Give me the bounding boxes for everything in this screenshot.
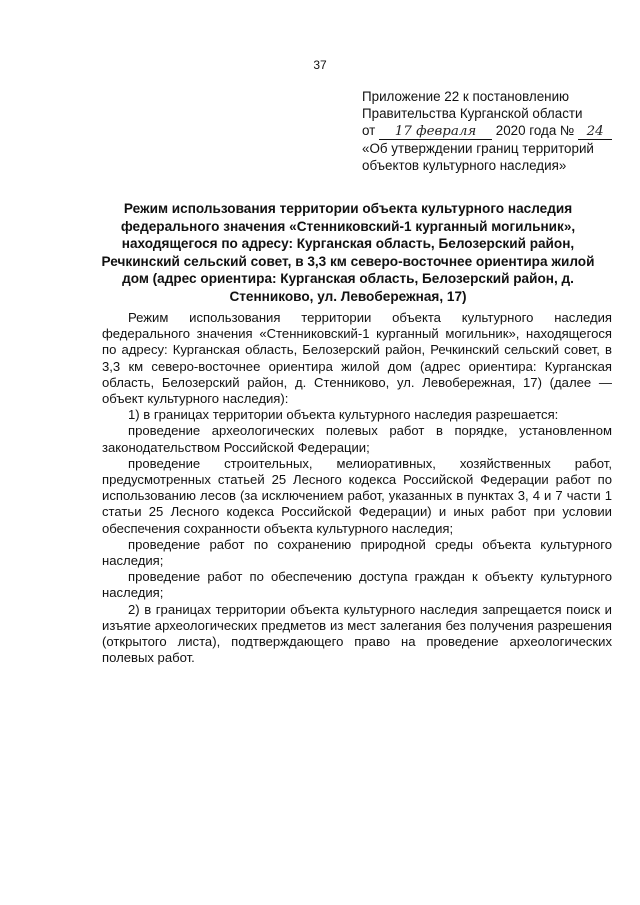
body-paragraph: проведение археологических полевых работ в порядке, установленном законодательством Российской Федерации;	[102, 423, 612, 455]
body-paragraph: проведение работ по сохранению природной среды объекта культурного наследия;	[102, 536, 612, 569]
year-text: 2020 года №	[495, 123, 575, 138]
appendix-line-2: Правительства Курганской области	[362, 106, 583, 121]
appendix-line-4: «Об утверждении границ территорий	[362, 141, 594, 156]
body-paragraph: 1) в границах территории объекта культурного наследия разрешается:	[128, 407, 559, 423]
handwritten-date: 17 февраля	[379, 124, 492, 140]
appendix-line-1: Приложение 22 к постановлению	[362, 89, 570, 104]
document-body	[102, 310, 612, 666]
body-paragraph: Режим использования территории объекта культурного наследия федерального значения «Стенниковский-1 курганный могильник», находящегося по адресу: Курганская область, Белозерский район, Речкинский сельский совет, в 3,3 км северо-восточнее ориентира жилой дом (адрес ориентира: Курганская область, Белозерский район, д. Стенниково, ул. Левобережная, 17) (далее — объект культурного наследия):	[102, 310, 612, 407]
body-paragraph: 2) в границах территории объекта культурного наследия запрещается поиск и изъятие археологических предметов из мест залегания без получения разрешения (открытого листа), подтверждающего право на проведение археологических полевых работ.	[102, 601, 612, 666]
appendix-date-line	[362, 122, 622, 140]
body-paragraph: проведение работ по обеспечению доступа граждан к объекту культурного наследия;	[102, 569, 612, 601]
body-paragraph: проведение строительных, мелиоративных, хозяйственных работ, предусмотренных статьей 25 Лесного кодекса Российской Федерации работ по использованию лесов (за исключением работ, указанных в пунктах 3, 4 и 7 части 1 статьи 25 Лесного кодекса Российской Федерации) и иных работ при условии обеспечения сохранности объекта культурного наследия;	[102, 455, 612, 536]
page-number: 37	[313, 58, 327, 72]
handwritten-number: 24	[578, 124, 612, 140]
appendix-block	[362, 88, 622, 174]
appendix-line-5: объектов культурного наследия»	[362, 158, 567, 173]
from-label: от	[362, 123, 376, 138]
document-title: Режим использования территории объекта культурного наследия федерального значения «Стенниковский-1 курганный могильник», находящегося по адресу: Курганская область, Белозерский район, Речкинский сельский совет, в 3,3 км северо-восточнее ориентира жилой дом (адрес ориентира: Курганская область, Белозерский район, д. Стенниково, ул. Левобережная, 17)	[101, 201, 595, 304]
